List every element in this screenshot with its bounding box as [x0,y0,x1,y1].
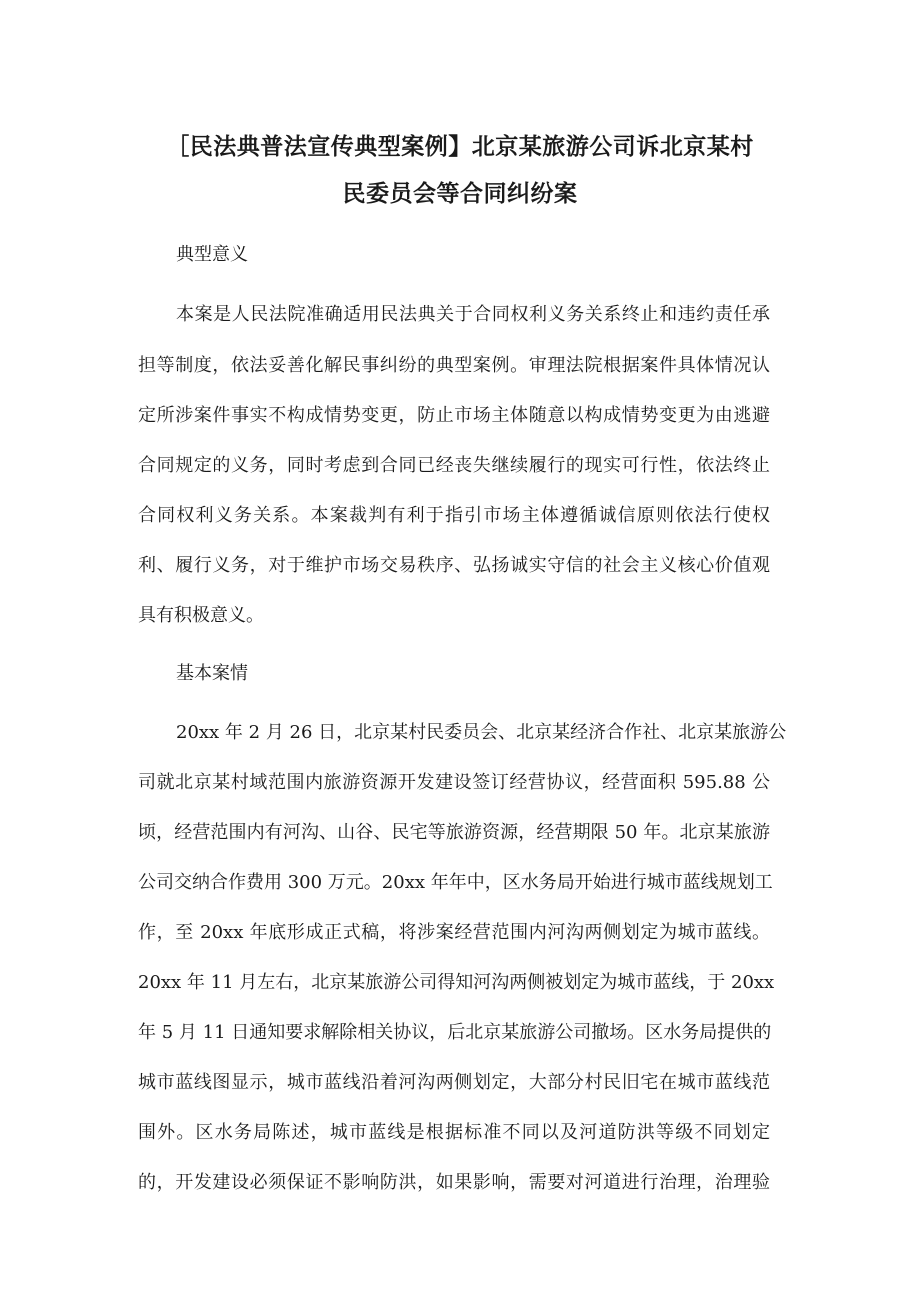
paragraph-line: 合同权利义务关系。本案裁判有利于指引市场主体遵循诚信原则依法行使权 [138,505,770,526]
paragraph-line: 公司交纳合作费用 300 万元。20xx 年年中，区水务局开始进行城市蓝线规划工 [138,872,773,893]
paragraph-line: 围外。区水务局陈述，城市蓝线是根据标准不同以及河道防洪等级不同划定 [138,1122,770,1143]
paragraph-line: 担等制度，依法妥善化解民事纠纷的典型案例。审理法院根据案件具体情况认 [138,355,770,376]
paragraph-line: 20xx 年 11 月左右，北京某旅游公司得知河沟两侧被划定为城市蓝线，于 20xx [138,972,775,993]
paragraph-line: 利、履行义务，对于维护市场交易秩序、弘扬诚实守信的社会主义核心价值观 [138,555,770,576]
paragraph-line: 具有积极意义。 [138,605,264,626]
paragraph-line: 司就北京某村域范围内旅游资源开发建设签订经营协议，经营面积 595.88 公 [138,772,770,793]
paragraph-line: 定所涉案件事实不构成情势变更，防止市场主体随意以构成情势变更为由逃避 [138,405,770,426]
section-heading-significance: 典型意义 [176,244,248,265]
section-heading-facts: 基本案情 [176,663,248,684]
paragraph-line: 本案是人民法院准确适用民法典关于合同权利义务关系终止和违约责任承 [176,304,770,325]
document-title-line-1: ［民法典普法宣传典型案例】北京某旅游公司诉北京某村 [166,134,754,160]
paragraph-line: 合同规定的义务，同时考虑到合同已经丧失继续履行的现实可行性，依法终止 [138,455,770,476]
paragraph-line: 20xx 年 2 月 26 日，北京某村民委员会、北京某经济合作社、北京某旅游公 [176,722,787,743]
paragraph-line: 的，开发建设必须保证不影响防洪，如果影响，需要对河道进行治理，治理验 [138,1172,770,1193]
document-title-line-2: 民委员会等合同纠纷案 [342,181,578,207]
paragraph-line: 作，至 20xx 年底形成正式稿，将涉案经营范围内河沟两侧划定为城市蓝线。 [138,922,770,943]
paragraph-line: 顷，经营范围内有河沟、山谷、民宅等旅游资源，经营期限 50 年。北京某旅游 [138,822,770,843]
paragraph-line: 城市蓝线图显示，城市蓝线沿着河沟两侧划定，大部分村民旧宅在城市蓝线范 [138,1072,770,1093]
paragraph-line: 年 5 月 11 日通知要求解除相关协议，后北京某旅游公司撤场。区水务局提供的 [138,1022,772,1043]
